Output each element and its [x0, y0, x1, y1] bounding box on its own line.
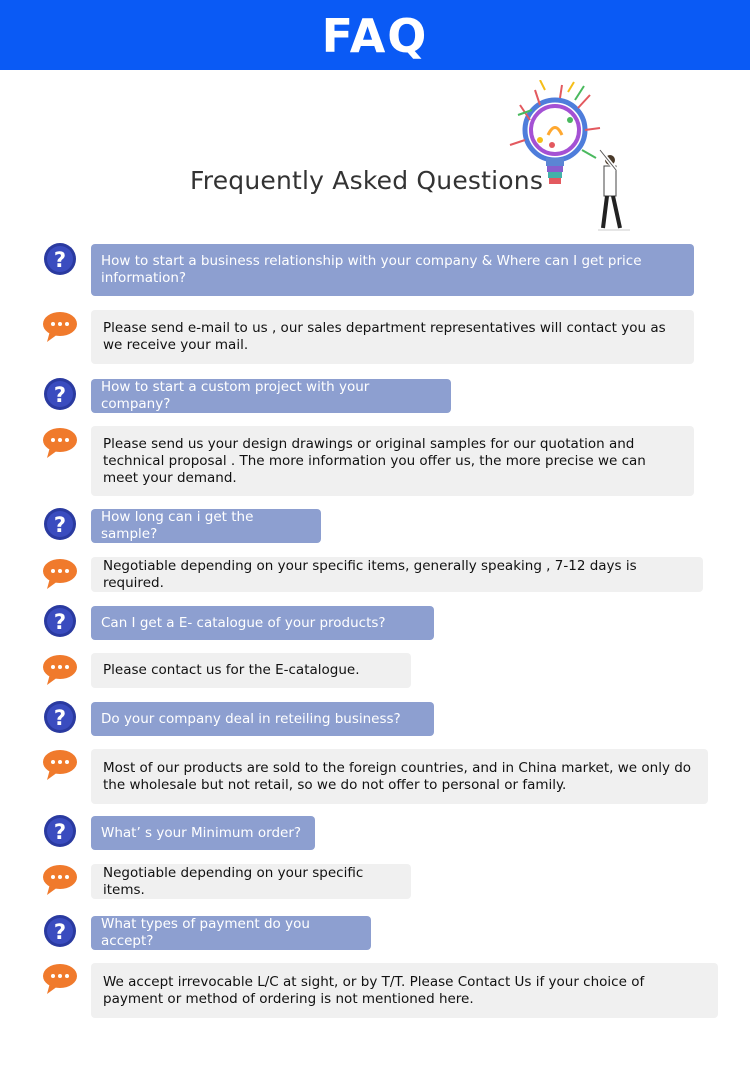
svg-text:?: ?: [53, 920, 67, 944]
question-text: How to start a business relationship with your company & Where can I get price information?: [101, 253, 642, 286]
svg-text:?: ?: [53, 706, 67, 730]
question-text: How long can i get the sample?: [101, 509, 254, 542]
chat-bubble-icon: [42, 556, 78, 592]
question-icon: [42, 506, 78, 542]
question-icon: [42, 699, 78, 735]
faq-answer-1: [91, 310, 694, 364]
question-icon: [42, 813, 78, 849]
question-icon: [42, 376, 78, 412]
svg-text:?: ?: [53, 820, 67, 844]
faq-answer-7: [91, 963, 718, 1018]
faq-question-4: [91, 606, 434, 640]
question-text: What types of payment do you accept?: [101, 916, 310, 949]
faq-answer-5: [91, 749, 708, 804]
chat-bubble-icon: [42, 652, 78, 688]
faq-question-3: [91, 509, 321, 543]
question-text: Can I get a E- catalogue of your products?: [101, 614, 386, 631]
faq-answer-2: [91, 426, 694, 496]
svg-text:?: ?: [53, 513, 67, 537]
answer-text: Negotiable depending on your specific items.: [103, 864, 364, 898]
question-icon: [42, 603, 78, 639]
svg-text:?: ?: [53, 248, 67, 272]
svg-text:?: ?: [53, 610, 67, 634]
chat-bubble-icon: [42, 309, 78, 345]
question-icon: [42, 913, 78, 949]
answer-text: Please send e-mail to us , our sales department representatives will contact you as we receive your mail.: [103, 320, 666, 353]
faq-answer-3: [91, 557, 703, 592]
chat-bubble-icon: [42, 425, 78, 461]
lightbulb-illustration: [500, 80, 645, 240]
question-text: Do your company deal in reteiling business?: [101, 710, 401, 727]
faq-answer-4: [91, 653, 411, 688]
question-text: What’ s your Minimum order?: [101, 824, 302, 841]
chat-bubble-icon: [42, 862, 78, 898]
faq-question-5: [91, 702, 434, 736]
question-text: How to start a custom project with your company?: [101, 379, 370, 412]
chat-bubble-icon: [42, 961, 78, 997]
faq-question-7: [91, 916, 371, 950]
answer-text: We accept irrevocable L/C at sight, or by T/T. Please Contact Us if your choice of payment or method of ordering is not mentioned here.: [103, 973, 645, 1007]
question-icon: [42, 241, 78, 277]
page-title: Frequently Asked Questions: [190, 166, 544, 195]
banner-title: FAQ: [321, 9, 429, 63]
chat-bubble-icon: [42, 747, 78, 783]
faq-question-1: [91, 244, 694, 296]
answer-text: Please contact us for the E-catalogue.: [103, 662, 360, 678]
answer-text: Please send us your design drawings or original samples for our quotation and technical proposal . The more information you offer us, the more precise we can meet your demand.: [103, 435, 646, 486]
answer-text: Negotiable depending on your specific items, generally speaking , 7-12 days is required.: [103, 557, 637, 591]
answer-text: Most of our products are sold to the foreign countries, and in China market, we only do the wholesale but not retail, so we do not offer to personal or family.: [103, 759, 692, 793]
faq-question-2: [91, 379, 451, 413]
svg-text:?: ?: [53, 383, 67, 407]
faq-answer-6: [91, 864, 411, 899]
header-banner: [0, 0, 750, 70]
faq-question-6: [91, 816, 315, 850]
